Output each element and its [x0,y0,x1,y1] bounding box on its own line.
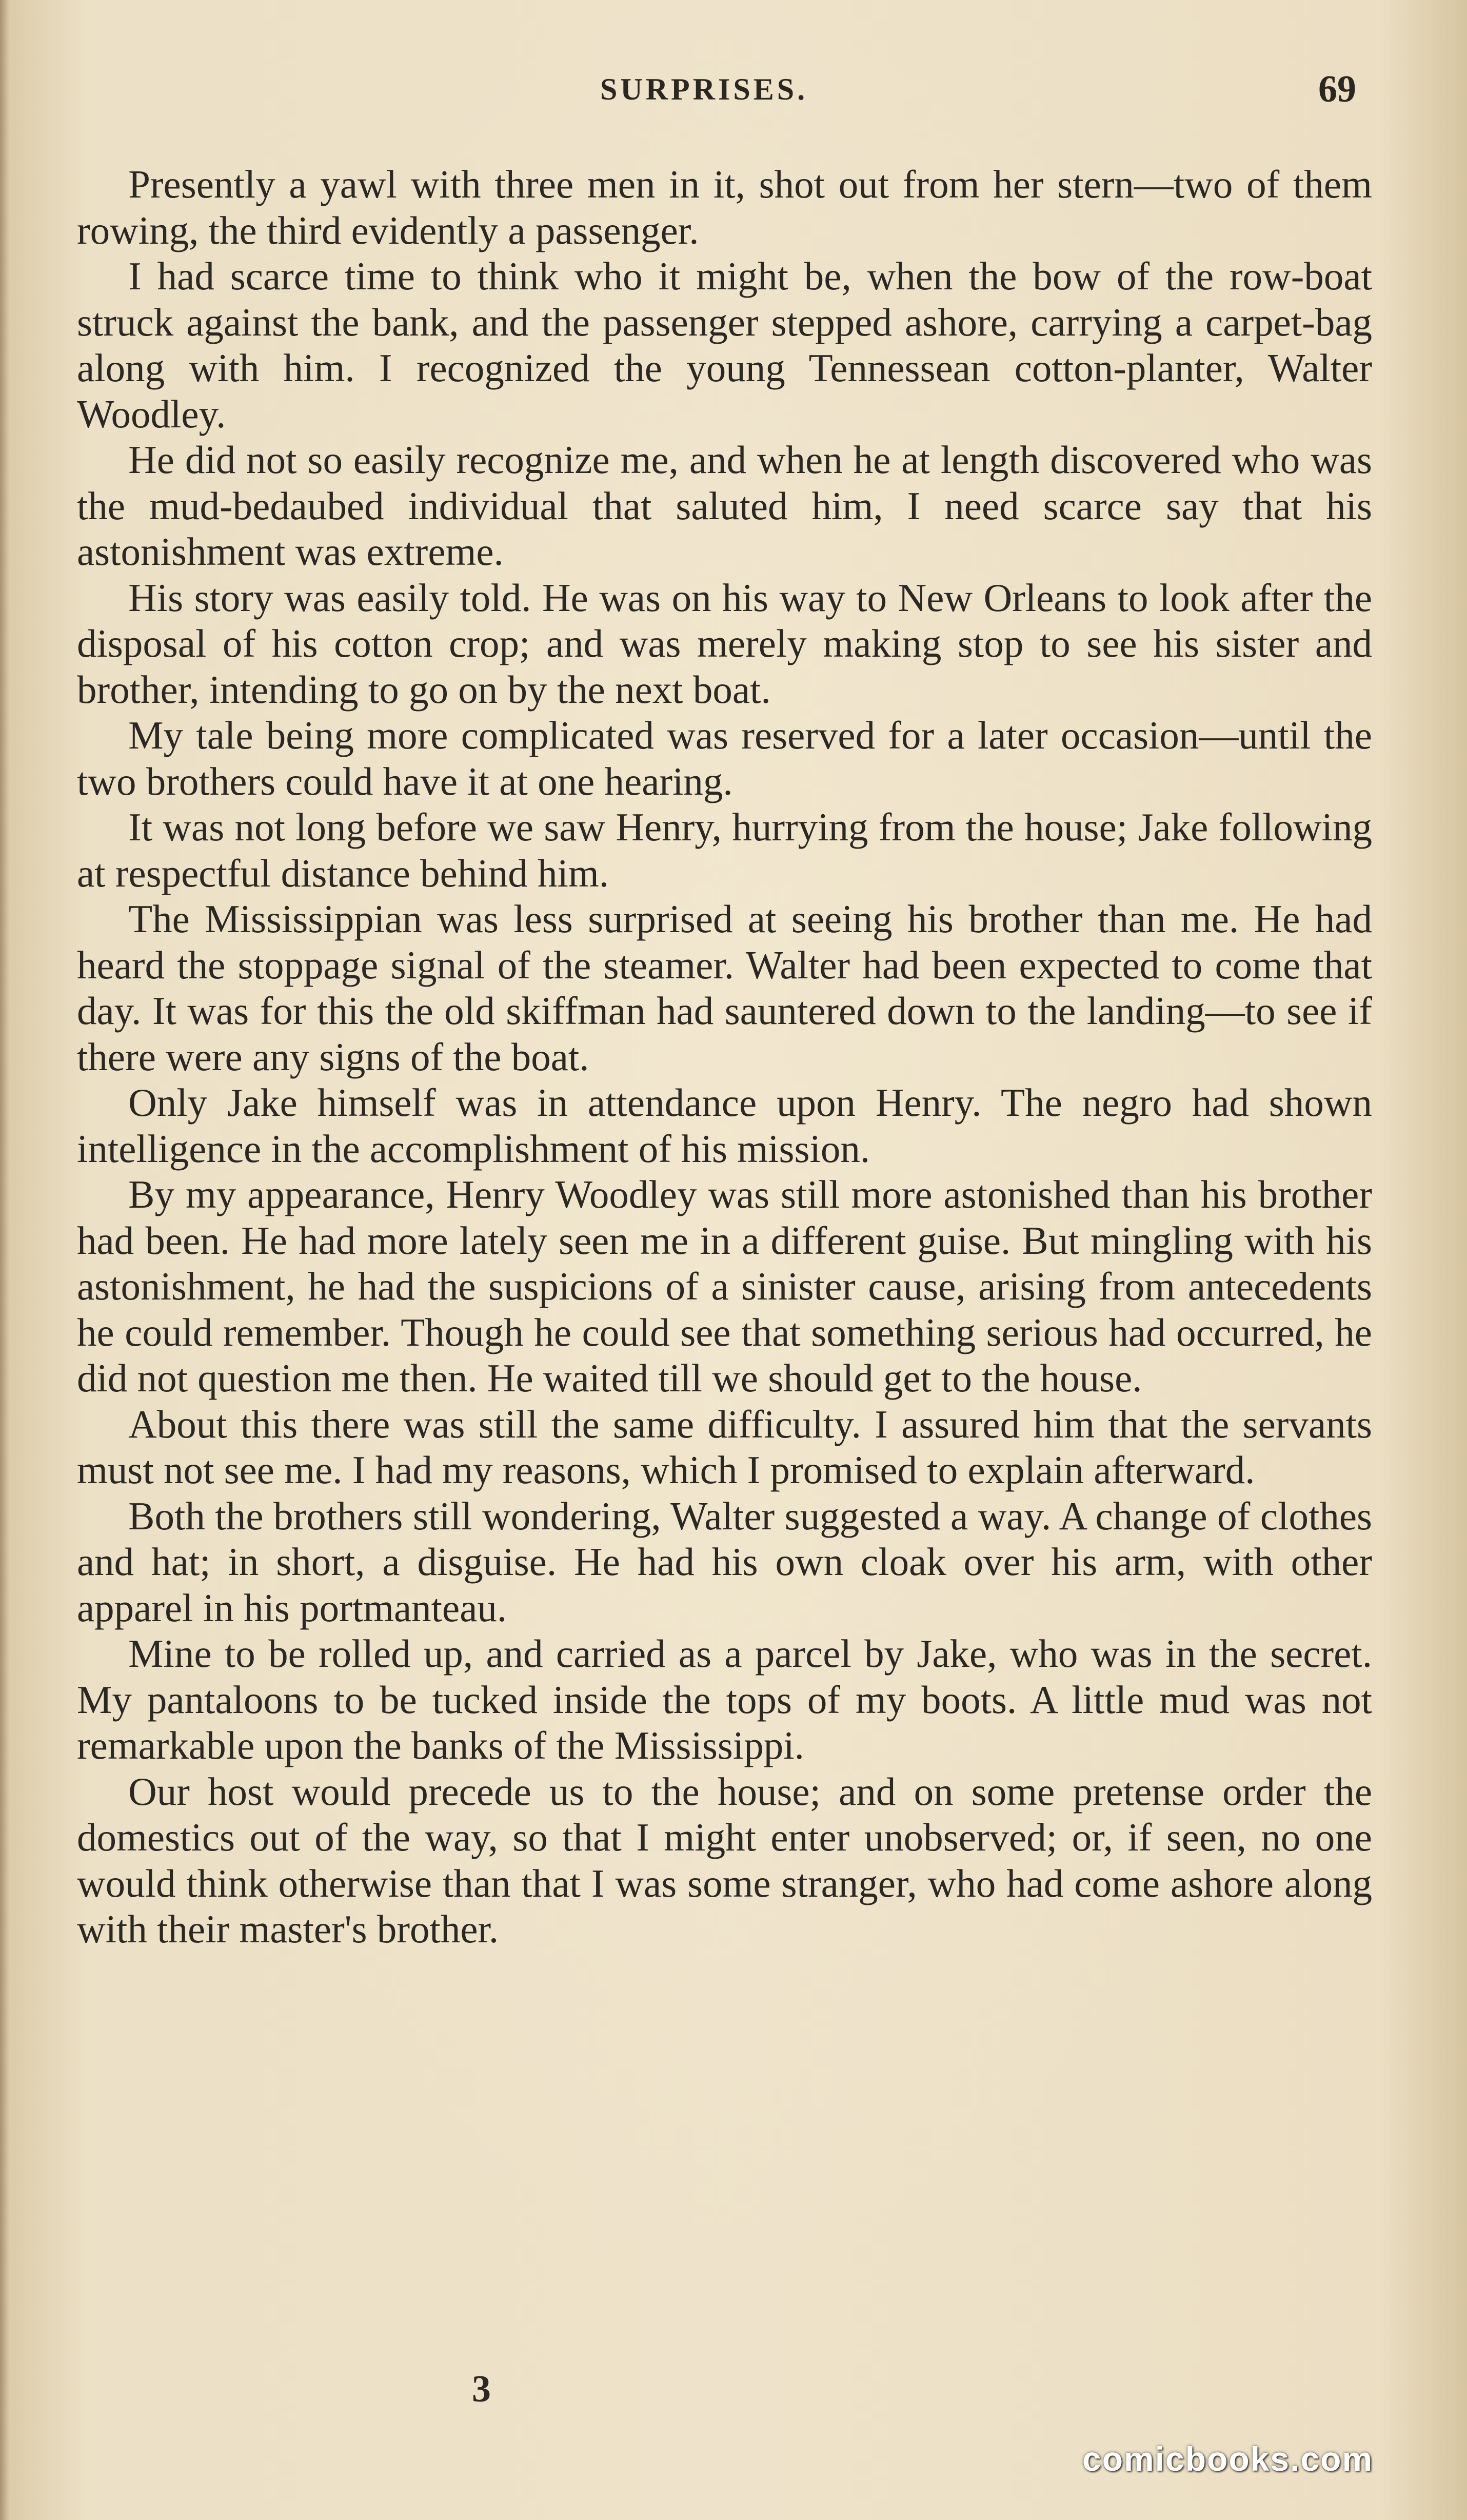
paragraph: He did not so easily recognize me, and when he at length discovered who was the mud-bedaubed individual that saluted him, I need scarce say that his astonishment was extreme. [77,438,1372,574]
paragraph: Both the brothers still wondering, Walter suggested a way. A change of clothes and hat; in short, a disguise. He had his own cloak over his arm, with other apparel in his portmanteau. [77,1493,1372,1630]
paragraph: Mine to be rolled up, and carried as a parcel by Jake, who was in the secret. My pantaloons to be tucked inside the tops of my boots. A little mud was not remarkable upon the banks of the Mississippi. [77,1631,1372,1767]
paragraph: Presently a yawl with three men in it, shot out from her stern—two of them rowing, the third evidently a passenger. [77,162,1372,252]
paragraph: His story was easily told. He was on his way to New Orleans to look after the disposal of his cotton crop; and was merely making stop to see his sister and brother, intending to go on by the next boat. [77,575,1372,712]
running-head [0,68,1467,128]
paragraph: The Mississippian was less surprised at seeing his brother than me. He had heard the stoppage signal of the steamer. Walter had been expected to come that day. It was for this the old skiffman had sauntered down to the landing—to see if there were any signs of the boat. [77,897,1372,1079]
paragraph: My tale being more complicated was reserved for a later occasion—until the two brothers could have it at one hearing. [77,713,1372,803]
paragraph: By my appearance, Henry Woodley was still more astonished than his brother had been. He had more lately seen me in a different guise. But mingling with his astonishment, he had the suspicions of a sinister cause, arising from antecedents he could remember. Though he could see that something serious had occurred, he did not question me then. He waited till we should get to the house. [77,1172,1372,1400]
paragraph: It was not long before we saw Henry, hurrying from the house; Jake following at respectful distance behind him. [77,805,1372,895]
signature-mark: 3 [472,2368,491,2410]
paragraph: Only Jake himself was in attendance upon Henry. The negro had shown intelligence in the accomplishment of his mission. [77,1080,1372,1171]
paragraph: I had scarce time to think who it might be, when the bow of the row-boat struck against the bank, and the passenger stepped ashore, carrying a carpet-bag along with him. I recognized the young Tennessean cotton-planter, Walter Woodley. [77,254,1372,436]
watermark: comicbooks.com [1082,2440,1374,2478]
paragraph: About this there was still the same difficulty. I assured him that the servants must not see me. I had my reasons, which I promised to explain afterward. [77,1402,1372,1492]
page-edge-shadow [0,0,9,2520]
running-title: SURPRISES. [600,72,808,106]
body-text [77,162,1372,1953]
page-number: 69 [1318,68,1356,110]
paragraph: Our host would precede us to the house; and on some pretense order the domestics out of the way, so that I might enter unobserved; or, if seen, no one would think otherwise than that I was some stranger, who had come ashore along with their master's brother. [77,1769,1372,1951]
